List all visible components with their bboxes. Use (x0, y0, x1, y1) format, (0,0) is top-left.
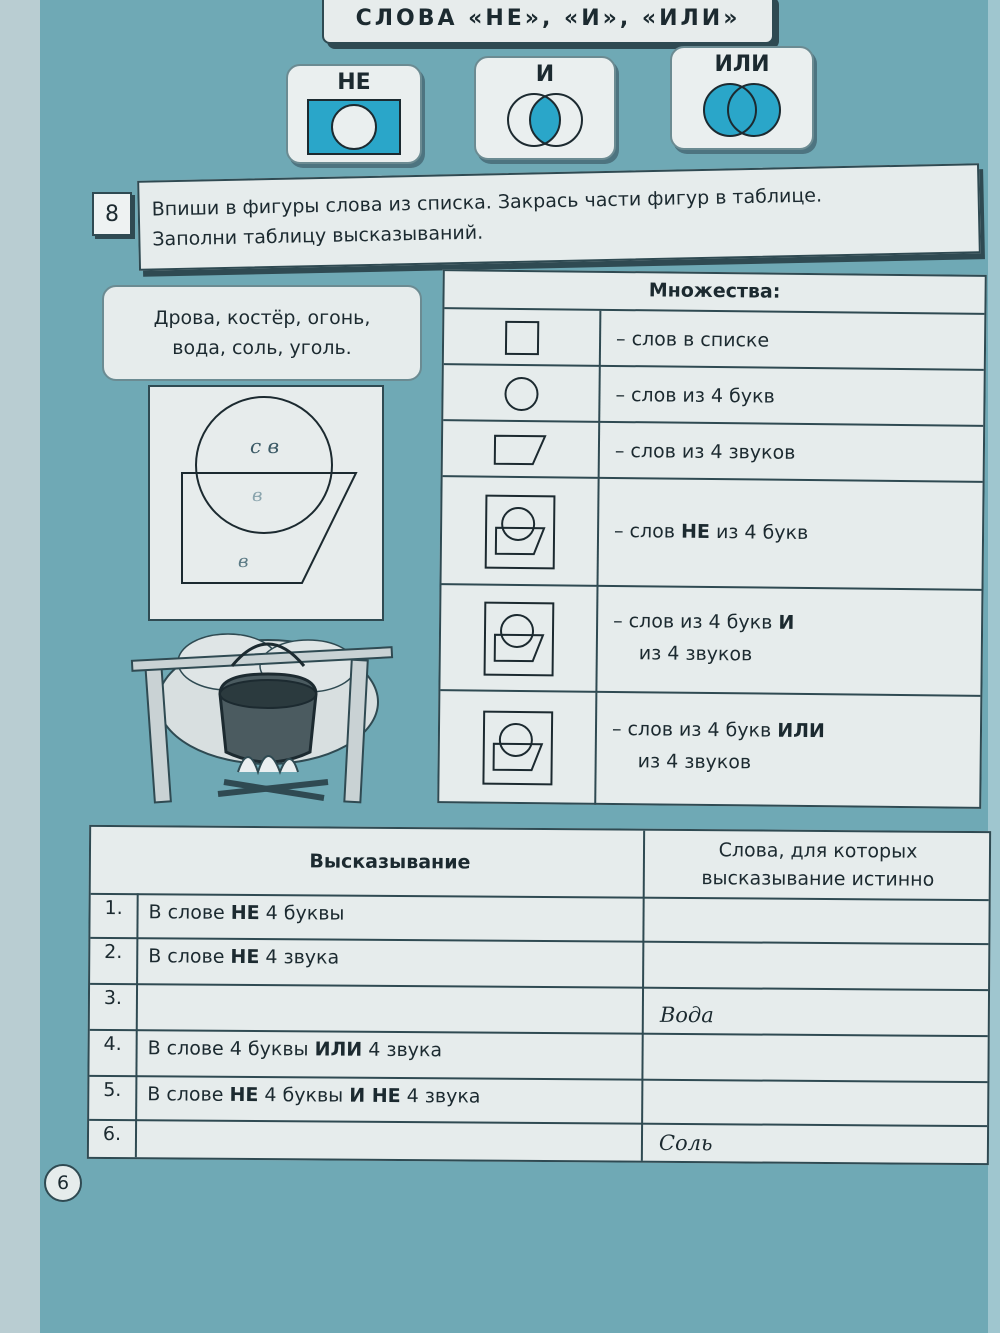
sets-table-header: Множества: (648, 279, 781, 303)
and-diagram-icon (490, 90, 600, 154)
four-letters-and-sounds-icon (482, 601, 555, 678)
set-row-trapezoid (443, 419, 984, 483)
operation-card-or (670, 46, 814, 150)
sets-table (437, 269, 987, 809)
set-text-1: – слов в списке (615, 327, 770, 352)
operation-card-not (286, 64, 422, 164)
set-row-square (444, 307, 985, 371)
set-text-6: – слов из 4 букв ИЛИ из 4 звуков (611, 717, 825, 774)
task-line-1: Впиши в фигуры слова из списка. Закрась части фигур в таблице. (151, 184, 823, 221)
handwriting-top: с в (250, 434, 280, 458)
page-title: СЛОВА «НЕ», «И», «ИЛИ» (322, 0, 774, 44)
page-number: 6 (44, 1164, 82, 1202)
handwriting-bottom: в (238, 551, 249, 572)
sets-diagram (148, 385, 384, 621)
set-text-4: – слов НЕ из 4 букв (613, 519, 809, 545)
statement-row: 3. Вода (90, 983, 988, 1037)
not-four-letters-icon (483, 494, 556, 571)
statement-column-header: Высказывание (309, 850, 471, 874)
statement-row: 2. В слове НЕ 4 звука (90, 937, 988, 991)
answer-field[interactable]: Соль (658, 1130, 713, 1156)
operation-card-and (474, 56, 616, 160)
answer-field[interactable]: Вода (659, 1002, 714, 1028)
operation-label-or: ИЛИ (714, 52, 770, 77)
campfire-cauldron-illustration (128, 622, 396, 808)
statements-table (87, 825, 991, 1165)
task-instructions (137, 163, 981, 271)
statement-row: 6. Соль (89, 1119, 987, 1165)
word-list-line-2: вода, соль, уголь. (172, 337, 352, 359)
square-circle-trapezoid-icon (150, 387, 382, 619)
operation-label-not: НЕ (337, 70, 371, 95)
not-diagram-icon (304, 98, 404, 158)
circle-icon (501, 374, 541, 414)
handwriting-middle: в (252, 485, 263, 506)
set-text-5: – слов из 4 букв И из 4 звуков (613, 609, 795, 666)
set-row-circle (443, 363, 984, 427)
word-list (102, 285, 422, 381)
set-text-3: – слов из 4 звуков (614, 439, 796, 464)
set-row-not (442, 475, 983, 591)
page-margin (0, 0, 40, 1333)
set-row-and (440, 583, 981, 697)
trapezoid-icon (490, 430, 550, 471)
statement-row: 1. В слове НЕ 4 буквы (90, 893, 988, 945)
words-column-header: Слова, для которых высказывание истинно (701, 839, 935, 891)
task-number: 8 (92, 192, 132, 236)
four-letters-or-sounds-icon (481, 710, 554, 787)
square-icon (501, 318, 541, 358)
page-margin-right (988, 0, 1000, 1333)
or-diagram-icon (688, 80, 798, 144)
statement-row: 5. В слове НЕ 4 буквы И НЕ 4 звука (89, 1075, 987, 1127)
task-line-2: Заполни таблицу высказываний. (152, 221, 484, 251)
operation-label-and: И (535, 62, 555, 87)
word-list-line-1: Дрова, костёр, огонь, (153, 307, 371, 329)
statement-row: 4. В слове 4 буквы ИЛИ 4 звука (89, 1029, 987, 1083)
set-text-2: – слов из 4 букв (615, 383, 775, 408)
set-row-or (439, 689, 980, 809)
